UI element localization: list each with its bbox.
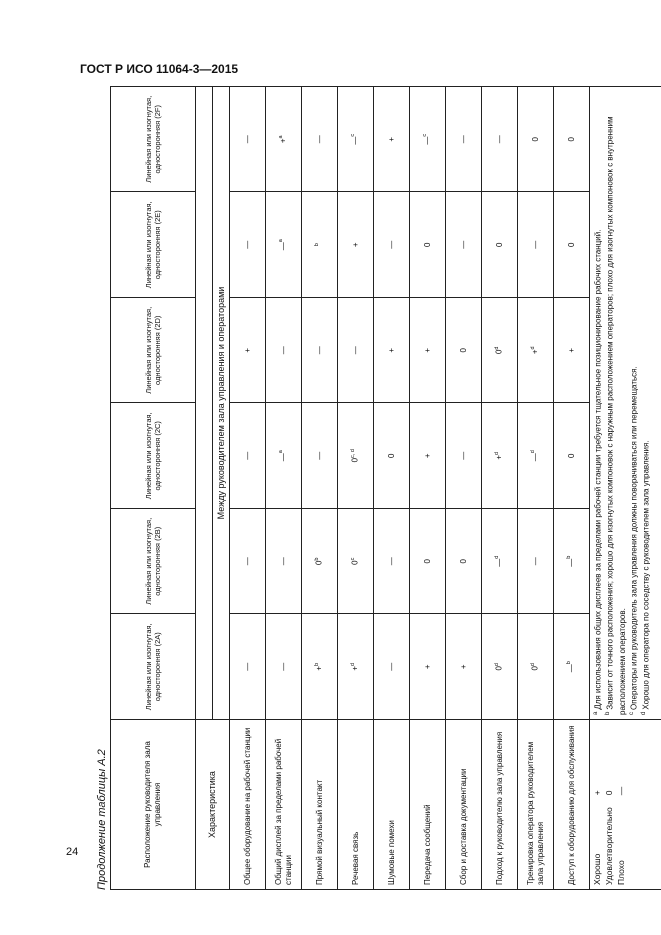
table-continuation-title: Продолжение таблицы А.2 [96,749,108,890]
col-header-2d: Линейная или изогнутая, односторонняя (2D) [111,298,196,404]
row-value-cell [410,87,446,193]
value-symbol: 0 [458,559,468,564]
row-value-cell [518,614,554,720]
value-symbol: + [242,347,252,353]
row-value-cell [266,298,302,404]
value-symbol: — [567,664,577,673]
row-value-cell [554,509,590,615]
value-footnote-mark: a [278,239,285,243]
value-symbol: + [422,664,432,670]
value-symbol: 0 [386,453,396,458]
row-feature: Прямой визуальный контакт [302,720,338,890]
row-feature: Общий дисплей за пределами рабочей станции [266,720,302,890]
value-symbol: 0 [530,137,540,142]
value-symbol: 0 [422,242,432,247]
row-value-cell [446,403,482,509]
value-symbol: + [458,664,468,670]
row-value-cell [374,192,410,298]
row-value-cell [410,192,446,298]
value-footnote-mark: c, d [350,449,357,458]
value-symbol: — [350,346,360,355]
value-symbol: + [531,349,541,355]
table-row [554,87,590,890]
page-header: ГОСТ Р ИСО 11064-3—2015 [80,62,239,76]
value-symbol: — [530,557,540,566]
legend-label-good: Хорошо [592,853,602,885]
row-value-cell [518,192,554,298]
value-symbol: — [314,451,324,460]
value-footnote-mark: d [494,346,501,350]
value-symbol: + [422,347,432,353]
row-value-cell [446,298,482,404]
table-row [302,87,338,890]
row-value-cell [446,509,482,615]
value-symbol: + [386,347,396,353]
value-symbol: — [386,557,396,566]
value-footnote-mark: c [350,557,357,561]
rotated-table-area [96,86,651,890]
value-footnote-mark: d [494,663,501,667]
row-value-cell [482,87,518,193]
table-header-row [111,87,196,890]
row-value-cell [482,614,518,720]
row-value-cell [302,614,338,720]
col-header-2c: Линейная или изогнутая, односторонняя (2С) [111,403,196,509]
row-value-cell [446,192,482,298]
legend-symbol-poor: — [616,786,627,796]
value-symbol: — [314,135,324,144]
row-value-cell [302,298,338,404]
value-symbol: + [566,347,576,353]
legend-symbol-fair: 0 [604,790,615,796]
row-value-cell [338,614,374,720]
table-row [482,87,518,890]
row-value-cell [374,298,410,404]
value-symbol: + [495,454,505,460]
value-symbol: — [351,136,361,145]
value-symbol: — [242,662,252,671]
row-value-cell [554,192,590,298]
row-value-cell [446,614,482,720]
row-value-cell [518,509,554,615]
row-feature: Подход к руководителю зала управления [482,720,518,890]
legend-label-poor: Плохо [616,860,627,885]
value-symbol: — [279,242,289,251]
row-value-cell [518,87,554,193]
value-symbol: — [458,240,468,249]
col-header-2b: Линейная или изогнутая, односторонняя (2В) [111,509,196,615]
value-footnote-mark: d [530,346,537,350]
row-feature: Сбор и доставка документации [446,720,482,890]
value-symbol: — [242,135,252,144]
value-symbol: — [495,558,505,567]
value-symbol: — [386,240,396,249]
value-symbol: — [494,135,504,144]
row-value-cell [266,614,302,720]
value-symbol: — [242,240,252,249]
value-footnote-mark: a [278,450,285,454]
row-value-cell [230,403,266,509]
value-symbol: — [567,558,577,567]
table-row [410,87,446,890]
col-header-2f: Линейная или изогнутая, односторонняя (2F) [111,87,196,193]
value-symbol: 0 [351,560,361,565]
footnote-d: $^d$Хорошо для оператора по соседству с руководителем зала управления. [641,440,651,715]
row-value-cell [266,87,302,193]
row-value-cell [410,614,446,720]
row-feature: Общее оборудование на рабочей станции [230,720,266,890]
value-symbol: — [278,346,288,355]
row-value-cell [266,192,302,298]
value-symbol: — [242,557,252,566]
value-symbol: 0 [422,559,432,564]
value-footnote-mark: d [494,451,501,455]
row-value-cell [518,403,554,509]
value-symbol: — [458,451,468,460]
table-row [446,87,482,890]
row-value-cell [230,509,266,615]
footnote-b: $^b$Зависит от точного расположения; хорошо для изогнутых компоновок с наружным расположением операторов; плохо для изогнутых компоновок с внутренним расположением операторов. [605,116,627,715]
value-symbol: 0 [494,242,504,247]
value-symbol: 0 [495,349,505,355]
value-footnote-mark: d [350,662,357,666]
value-symbol: — [423,136,433,145]
row-value-cell [338,298,374,404]
row-value-cell [230,87,266,193]
footnote-a: $^a$Для использования общих дисплеев за пределами рабочей станции требуется тщательное позиционирование рабочих станций. [593,229,603,715]
row-value-cell [230,298,266,404]
value-footnote-mark: d [530,450,537,454]
value-footnote-mark: b [314,557,321,561]
page-number: 24 [66,846,79,858]
value-symbol: — [314,346,324,355]
value-symbol: 0 [566,242,576,247]
value-footnote-mark: c [422,133,429,137]
value-symbol: + [279,138,289,144]
row-value-cell [302,87,338,193]
row-value-cell [338,87,374,193]
value-symbol: — [242,451,252,460]
value-footnote-mark: b [314,662,321,666]
legend-cell [590,720,661,890]
value-symbol: 0 [351,457,361,463]
value-footnote-mark: c [350,133,357,137]
value-symbol: — [458,135,468,144]
value-symbol: 0 [566,137,576,142]
value-footnote-mark: b [314,243,321,247]
table-row [338,87,374,890]
row-value-cell [230,614,266,720]
row-value-cell [374,614,410,720]
row-value-cell [518,298,554,404]
row-value-cell [554,87,590,193]
row-value-cell [410,509,446,615]
footnotes-cell [590,87,661,720]
value-symbol: — [278,557,288,566]
row-value-cell [266,403,302,509]
row-feature: Шумовые помехи [374,720,410,890]
row-value-cell [338,403,374,509]
value-footnote-mark: d [494,555,501,559]
group-header-row [196,87,213,890]
row-value-cell [446,87,482,193]
value-symbol: — [530,240,540,249]
value-footnote-mark: b [566,555,573,559]
row-value-cell [374,87,410,193]
value-symbol: + [422,453,432,459]
row-value-cell [410,403,446,509]
table-row [518,87,554,890]
row-value-cell [482,192,518,298]
col-header-2e: Линейная или изогнутая, односторонняя (2Е) [111,192,196,298]
row-value-cell [410,298,446,404]
row-value-cell [554,298,590,404]
row-feature: Передача сообщений [410,720,446,890]
value-symbol: + [351,665,361,671]
row-value-cell [302,509,338,615]
value-symbol: — [278,662,288,671]
row-value-cell [554,614,590,720]
row-value-cell [266,509,302,615]
value-footnote-mark: d [530,663,537,667]
characteristic-label: Характеристика [196,720,230,890]
value-symbol: 0 [315,560,325,566]
row-feature: Доступ к оборудованию для обслуживания [554,720,590,890]
row-value-cell [482,403,518,509]
corner-header: Расположение руководителя зала управления [111,720,196,890]
row-value-cell [302,192,338,298]
footnote-c: $^c$Операторы или руководитель зала управления должны поворачиваться или перемещаться. [629,366,639,715]
value-footnote-mark: a [278,135,285,139]
value-symbol: 0 [495,666,505,671]
value-symbol: 0 [531,666,541,671]
table-row [266,87,302,890]
legend-row [590,87,661,890]
row-value-cell [338,509,374,615]
row-feature: Тренировка оператора руководителем зала управления [518,720,554,890]
row-value-cell [374,403,410,509]
col-header-2a: Линейная или изогнутая, односторонняя (2А) [111,614,196,720]
value-symbol: — [531,453,541,462]
table-row [374,87,410,890]
row-value-cell [302,403,338,509]
value-symbol: — [279,453,289,462]
row-value-cell [338,192,374,298]
value-symbol: + [350,242,360,248]
value-symbol: + [386,136,396,142]
row-value-cell [482,509,518,615]
legend-symbol-good: + [592,790,602,796]
value-footnote-mark: b [566,661,573,665]
legend-label-fair: Удовлетворительно [604,807,615,885]
row-feature: Речевая связь [338,720,374,890]
comparison-table [110,86,661,890]
value-symbol: 0 [458,348,468,353]
row-value-cell [374,509,410,615]
row-value-cell [482,298,518,404]
table-row [230,87,266,890]
value-symbol: + [315,665,325,671]
value-symbol: 0 [566,453,576,458]
row-value-cell [554,403,590,509]
row-value-cell [230,192,266,298]
group-label: Между руководителем зала управления и операторами [213,87,230,720]
value-symbol: — [386,662,396,671]
